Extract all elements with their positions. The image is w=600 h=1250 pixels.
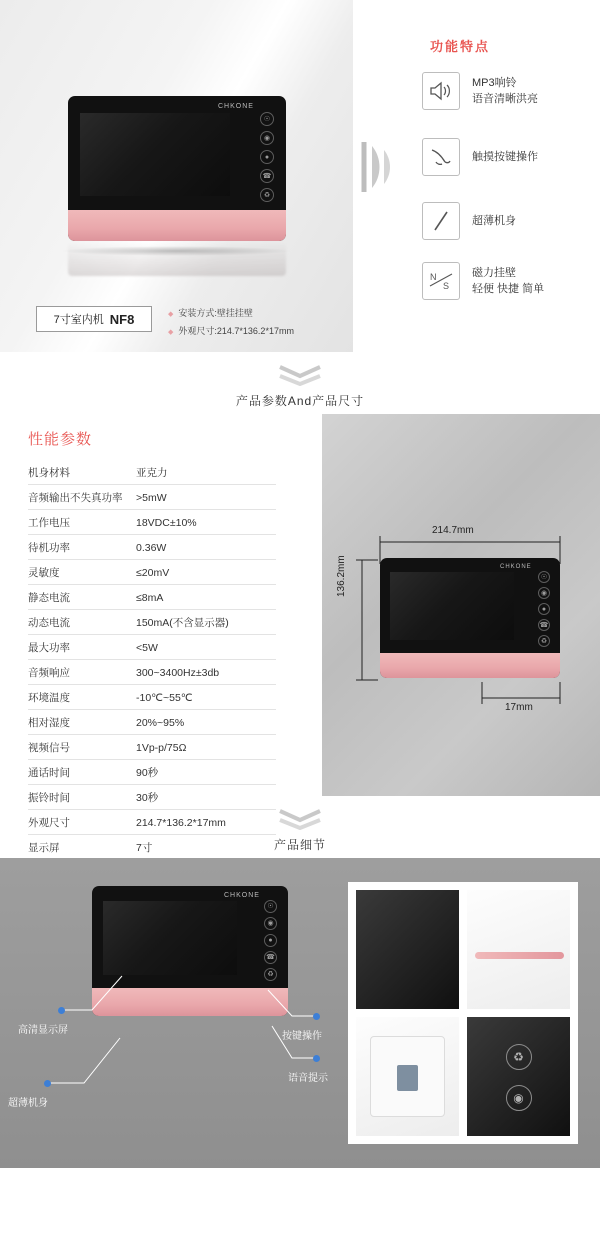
spec-value: 214.7*136.2*17mm	[136, 810, 276, 835]
model-badge	[36, 306, 152, 332]
divider-details	[0, 796, 600, 858]
chevron-down-icon	[276, 808, 324, 830]
dimension-height-label: 136.2mm	[336, 555, 347, 597]
spec-key: 外观尺寸	[28, 810, 136, 835]
brand-logo: CHKONE	[500, 564, 532, 570]
detail-photo-side	[467, 890, 570, 1009]
spec-key: 静态电流	[28, 585, 136, 610]
spec-value: 0.36W	[136, 535, 276, 560]
touch-button-column	[260, 112, 274, 207]
monitor-screen	[80, 113, 230, 196]
call-icon: ☎	[260, 169, 274, 183]
spec-value: 90秒	[136, 760, 276, 785]
speaker-icon	[422, 72, 460, 110]
dimension-width-label: 214.7mm	[432, 525, 474, 536]
feature-text-touch	[472, 149, 538, 165]
brand-logo: CHKONE	[224, 892, 260, 899]
spec-value: >5mW	[136, 485, 276, 510]
parameters-heading: 性能参数	[28, 431, 93, 448]
spec-value: <5W	[136, 635, 276, 660]
spec-value: 150mA(不含显示器)	[136, 610, 276, 635]
thin-line-icon	[422, 202, 460, 240]
feature-title: 功能特点	[430, 39, 491, 54]
model-name: NF8	[109, 311, 135, 327]
divider-label: 产品细节	[273, 838, 326, 852]
mute-icon: ♻	[260, 188, 274, 202]
spec-key: 相对湿度	[28, 710, 136, 735]
spec-key: 工作电压	[28, 510, 136, 535]
spec-value: ≤20mV	[136, 560, 276, 585]
table-row	[28, 635, 276, 660]
call-icon: ☎	[538, 619, 550, 631]
model-label: 7寸室内机	[53, 314, 104, 326]
spec-key: 动态电流	[28, 610, 136, 635]
svg-text:S: S	[443, 281, 450, 291]
spec-value: 18VDC±10%	[136, 510, 276, 535]
detail-photo-front	[356, 890, 459, 1009]
spec-size: ◆ 外观尺寸:214.7*136.2*17mm	[168, 323, 294, 341]
monitor-icon: ◉	[264, 917, 277, 930]
hero-spec-list	[168, 305, 294, 341]
details-section	[0, 858, 600, 1168]
brand-logo: CHKONE	[218, 103, 254, 110]
spec-value: ≤8mA	[136, 585, 276, 610]
spec-key: 机身材料	[28, 460, 136, 485]
spec-install: ◆ 安装方式:壁挂挂壁	[168, 305, 294, 323]
talk-icon: ●	[538, 603, 550, 615]
table-row	[28, 660, 276, 685]
device-shadow	[60, 246, 292, 256]
arrow-right-icon	[360, 140, 396, 194]
callout-dot	[313, 1055, 320, 1062]
product-monitor-image	[68, 96, 286, 241]
feature-line-1: MP3响铃	[472, 77, 517, 89]
magnet-ns-icon	[422, 262, 460, 300]
feature-line-2: 语音清晰洪亮	[472, 93, 538, 105]
monitor-icon: ◉	[506, 1085, 532, 1111]
spec-key: 显示屏	[28, 835, 136, 860]
table-row	[28, 735, 276, 760]
callout-label-buttons: 按键操作	[282, 1031, 322, 1042]
mute-icon: ♻	[538, 635, 550, 647]
monitor-icon: ◉	[538, 587, 550, 599]
hero-section	[0, 0, 600, 352]
spec-key: 灵敏度	[28, 560, 136, 585]
callout-dot	[58, 1007, 65, 1014]
feature-line-2: 轻便 快捷 简单	[472, 283, 545, 295]
feature-line-1: 超薄机身	[472, 215, 516, 227]
table-row	[28, 585, 276, 610]
chevron-down-icon	[276, 364, 324, 386]
feature-item-magnet	[422, 262, 544, 300]
table-row	[28, 560, 276, 585]
mute-icon: ♻	[264, 968, 277, 981]
callout-dot	[44, 1080, 51, 1087]
touch-hand-icon	[422, 138, 460, 176]
monitor-icon: ◉	[260, 131, 274, 145]
spec-key: 音频输出不失真功率	[28, 485, 136, 510]
table-row	[28, 710, 276, 735]
callout-lines	[0, 858, 348, 1168]
divider-params	[0, 352, 600, 414]
detail-photo-grid	[348, 882, 578, 1144]
table-row	[28, 760, 276, 785]
feature-text-mp3	[472, 75, 538, 107]
talk-icon: ●	[260, 150, 274, 164]
table-row	[28, 610, 276, 635]
spec-value: 30秒	[136, 785, 276, 810]
spec-value: 1Vp-p/75Ω	[136, 735, 276, 760]
feature-item-mp3	[422, 72, 538, 110]
talk-icon: ●	[264, 934, 277, 947]
feature-text-thin	[472, 213, 516, 229]
table-row	[28, 460, 276, 485]
feature-item-touch	[422, 138, 538, 176]
callout-label-screen: 高清显示屏	[18, 1025, 68, 1036]
detail-photo-buttons	[467, 1017, 570, 1136]
divider-label: 产品参数And产品尺寸	[235, 394, 365, 408]
dimension-depth-label: 17mm	[505, 702, 533, 713]
unlock-icon: ☉	[538, 571, 550, 583]
table-row	[28, 510, 276, 535]
spec-key: 振铃时间	[28, 785, 136, 810]
feature-line-1: 磁力挂壁	[472, 267, 516, 279]
spec-value: 亚克力	[136, 460, 276, 485]
table-row	[28, 485, 276, 510]
svg-text:N: N	[430, 272, 437, 282]
spec-key: 音频响应	[28, 660, 136, 685]
spec-key: 视频信号	[28, 735, 136, 760]
feature-item-thin	[422, 202, 516, 240]
spec-value: 7寸	[136, 835, 276, 860]
table-row	[28, 685, 276, 710]
feature-text-magnet	[472, 265, 544, 297]
feature-line-1: 触摸按键操作	[472, 151, 538, 163]
unlock-icon: ☉	[264, 900, 277, 913]
call-icon: ☎	[264, 951, 277, 964]
spec-key: 环境温度	[28, 685, 136, 710]
spec-key: 最大功率	[28, 635, 136, 660]
spec-value: 300~3400Hz±3db	[136, 660, 276, 685]
monitor-bottom-bar	[68, 210, 286, 241]
spec-key: 通话时间	[28, 760, 136, 785]
unlock-icon: ☉	[260, 112, 274, 126]
spec-key: 待机功率	[28, 535, 136, 560]
callout-label-thin: 超薄机身	[8, 1098, 48, 1109]
table-row	[28, 535, 276, 560]
spec-value: -10℃~55℃	[136, 685, 276, 710]
callout-label-voice: 语音提示	[288, 1073, 328, 1084]
callout-dot	[313, 1013, 320, 1020]
spec-value: 20%~95%	[136, 710, 276, 735]
detail-photo-back	[356, 1017, 459, 1136]
dimension-guides	[322, 414, 600, 796]
mute-icon: ♻	[506, 1044, 532, 1070]
